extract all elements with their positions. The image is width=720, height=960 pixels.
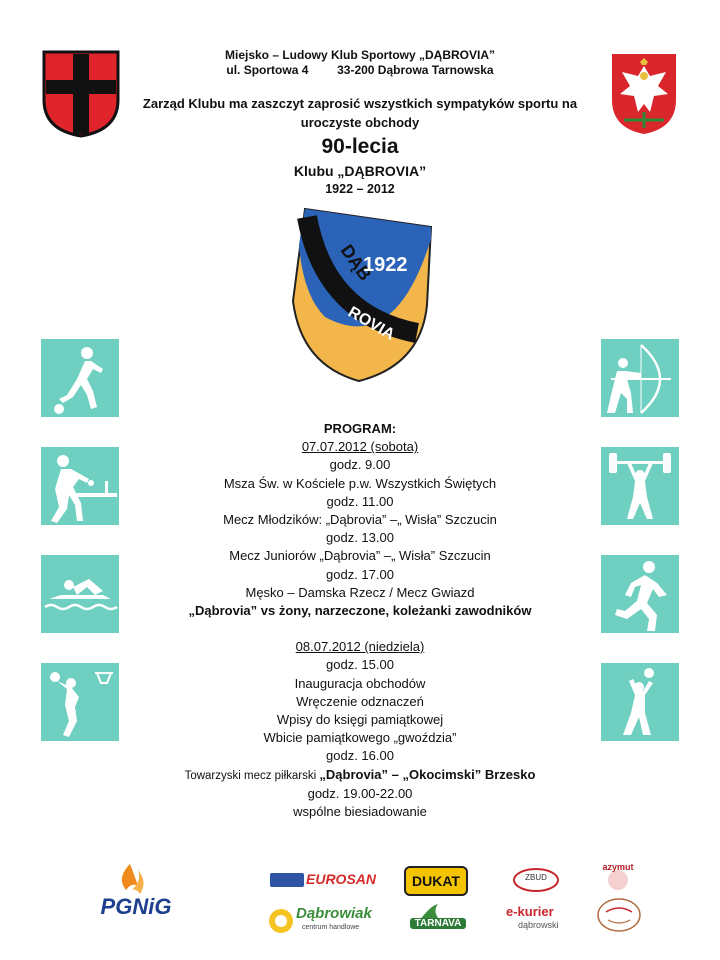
eurosan-wordmark: EUROSAN bbox=[306, 871, 377, 887]
azymut-wordmark: azymut bbox=[602, 862, 634, 872]
tarnava-wordmark: TARNAVA bbox=[410, 918, 466, 929]
football-icon bbox=[41, 339, 119, 417]
basketball-icon bbox=[41, 663, 119, 741]
address bbox=[0, 63, 720, 78]
program-title: PROGRAM: bbox=[323, 421, 397, 436]
day1-line: Mecz Młodzików: „Dąbrovia” –„ Wisła” Szczucin bbox=[223, 512, 497, 528]
weightlifting-icon bbox=[601, 447, 679, 525]
club-crest bbox=[285, 205, 435, 385]
ekurier-logo bbox=[506, 904, 566, 934]
day2-line: godz. 16.00 bbox=[326, 748, 394, 764]
day2-line: wspólne biesiadowanie bbox=[293, 804, 427, 820]
street: ul. Sportowa 4 bbox=[226, 63, 309, 77]
pgnig-logo bbox=[86, 860, 186, 926]
dabrowiak-logo bbox=[266, 904, 378, 938]
day2-date: 08.07.2012 (niedziela) bbox=[295, 639, 425, 655]
bakery-logo bbox=[596, 896, 642, 934]
day1-line: Męsko – Damska Rzecz / Mecz Gwiazd bbox=[245, 584, 475, 600]
club-name: Miejsko – Ludowy Klub Sportowy „DĄBROVIA” bbox=[224, 48, 496, 62]
day2-line: Wręczenie odznaczeń bbox=[296, 693, 424, 709]
day1-line: Msza Św. w Kościele p.w. Wszystkich Świętych bbox=[223, 475, 497, 491]
swimming-icon bbox=[41, 555, 119, 633]
day1-line: Mecz Juniorów „Dąbrovia” –„ Wisła” Szczucin bbox=[229, 548, 491, 564]
ekurier-subtitle: dąbrowski bbox=[518, 920, 559, 930]
volleyball-icon bbox=[601, 663, 679, 741]
friendly-match-prefix: Towarzyski mecz piłkarski bbox=[184, 769, 320, 782]
day2-line: godz. 15.00 bbox=[326, 657, 394, 673]
archery-icon bbox=[601, 339, 679, 417]
invitation-text: Zarząd Klubu ma zaszczyt zaprosić wszystkich sympatyków sportu na uroczyste obchody bbox=[142, 96, 578, 130]
running-tile bbox=[601, 555, 679, 633]
football-tile bbox=[41, 339, 119, 417]
swimming-tile bbox=[41, 555, 119, 633]
day1-line: godz. 9.00 bbox=[329, 457, 391, 473]
ekurier-wordmark: e-kurier bbox=[506, 904, 554, 919]
archery-tile bbox=[601, 339, 679, 417]
day2-line: godz. 19.00-22.00 bbox=[307, 785, 413, 801]
table-tennis-tile bbox=[41, 447, 119, 525]
club-line: Klubu „DĄBROVIA” bbox=[293, 163, 427, 179]
svg-text:DĄB: DĄB bbox=[336, 240, 376, 285]
volleyball-tile bbox=[601, 663, 679, 741]
city: 33-200 Dąbrowa Tarnowska bbox=[337, 63, 494, 77]
zbud-wordmark: ZBUD bbox=[525, 873, 547, 882]
azymut-logo bbox=[596, 862, 640, 892]
pgnig-wordmark: PGNiG bbox=[100, 894, 172, 919]
header-block bbox=[0, 48, 720, 78]
dabrowiak-subtitle: centrum handlowe bbox=[302, 924, 360, 931]
years-range: 1922 – 2012 bbox=[325, 182, 395, 196]
dukat-logo bbox=[404, 866, 468, 896]
dabrowiak-wordmark: Dąbrowiak bbox=[296, 905, 372, 922]
day1-line: godz. 11.00 bbox=[326, 493, 394, 509]
day2-line: Inauguracja obchodów bbox=[294, 675, 426, 691]
crest-year: 1922 bbox=[363, 254, 408, 276]
tarnava-logo bbox=[410, 902, 466, 938]
running-icon bbox=[601, 555, 679, 633]
day2-line: Wbicie pamiątkowego „gwoździa” bbox=[263, 730, 457, 746]
day2-line: Wpisy do księgi pamiątkowej bbox=[276, 712, 444, 728]
dukat-wordmark: DUKAT bbox=[412, 873, 460, 889]
friendly-match-teams: „Dąbrovia” – „Okocimski” Brzesko bbox=[319, 766, 536, 782]
basketball-tile bbox=[41, 663, 119, 741]
zbud-logo bbox=[510, 860, 562, 896]
friendly-match-line bbox=[140, 766, 580, 785]
program bbox=[140, 420, 580, 821]
table-tennis-icon bbox=[41, 447, 119, 525]
anniversary-title: 90-lecia bbox=[321, 135, 399, 158]
day1-bold-line: „Dąbrovia” vs żony, narzeczone, koleżanki zawodników bbox=[188, 603, 532, 619]
weightlifting-tile bbox=[601, 447, 679, 525]
day1-line: godz. 17.00 bbox=[326, 566, 394, 582]
day1-line: godz. 13.00 bbox=[326, 530, 394, 546]
eurosan-logo bbox=[270, 870, 376, 892]
svg-text:ROVIA: ROVIA bbox=[345, 303, 398, 344]
day1-date: 07.07.2012 (sobota) bbox=[301, 439, 419, 455]
